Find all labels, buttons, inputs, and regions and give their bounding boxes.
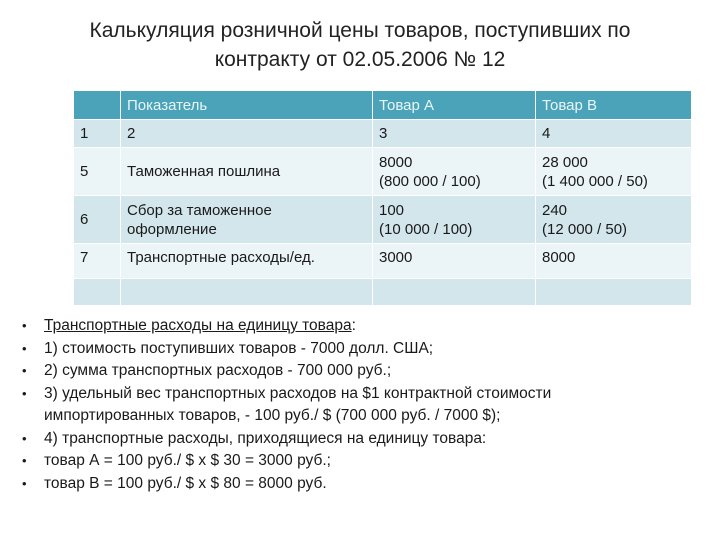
note-text: 4) транспортные расходы, приходящиеся на единицу товара: <box>44 429 487 447</box>
table-cell <box>373 196 536 244</box>
bullet-icon <box>22 428 44 451</box>
bullet-icon <box>22 338 44 361</box>
note-text: товар В = 100 руб./ $ х $ 80 = 8000 руб. <box>44 474 327 492</box>
title-line-1: Калькуляция розничной цены товаров, поступивших по <box>89 19 631 42</box>
cell-text: Таможенная пошлина <box>127 163 281 180</box>
table-cell <box>121 148 373 196</box>
table-cell <box>121 196 373 244</box>
table-cell: 6 <box>74 196 121 244</box>
note-text: товар А = 100 руб./ $ х $ 30 = 3000 руб.; <box>44 452 331 469</box>
price-calculation-table <box>73 90 692 306</box>
note-text: 3) удельный вес транспортных расходов на $1 контрактной стоимости <box>44 384 552 402</box>
list-item <box>22 315 702 338</box>
table-cell: Транспортные расходы/ед. <box>121 244 373 279</box>
list-item <box>22 338 702 361</box>
table-row-empty <box>74 279 692 306</box>
cell-text: 100 <box>379 201 405 219</box>
table-row <box>74 120 692 148</box>
bullet-icon <box>22 473 44 496</box>
table-cell <box>121 279 373 306</box>
table-cell: 4 <box>536 120 692 148</box>
table-cell: 5 <box>74 148 121 196</box>
list-item <box>22 383 702 428</box>
list-item <box>22 360 702 383</box>
table-cell <box>536 279 692 306</box>
cell-text: (10 000 / 100) <box>379 220 473 238</box>
note-text: 1) стоимость поступивших товаров - 7000 долл. США; <box>44 339 434 357</box>
bullet-icon <box>22 450 44 473</box>
table-cell <box>373 279 536 306</box>
header-product-b: Товар В <box>536 91 692 120</box>
header-indicator: Показатель <box>121 91 373 120</box>
bullet-icon <box>22 315 44 338</box>
notes-list <box>22 315 702 495</box>
table-row <box>74 244 692 279</box>
cell-text: Сбор за таможенное <box>127 201 272 219</box>
notes-heading-colon: : <box>351 317 356 334</box>
cell-text: (1 400 000 / 50) <box>542 172 648 190</box>
header-product-a: Товар А <box>373 91 536 120</box>
table-row <box>74 196 692 244</box>
note-text: импортированных товаров, - 100 руб./ $ (700 000 руб. / 7000 $); <box>44 407 501 424</box>
table-cell: 3 <box>373 120 536 148</box>
slide-title <box>20 16 700 74</box>
table-cell <box>536 196 692 244</box>
table-cell <box>373 148 536 196</box>
cell-text: (800 000 / 100) <box>379 172 481 190</box>
cell-text: оформление <box>127 220 217 238</box>
table-cell: 8000 <box>536 244 692 279</box>
notes-heading: Транспортные расходы на единицу товара <box>44 317 352 334</box>
title-line-2: контракту от 02.05.2006 № 12 <box>214 48 506 71</box>
table-cell: 3000 <box>373 244 536 279</box>
table-row <box>74 148 692 196</box>
table-cell: 7 <box>74 244 121 279</box>
cell-text: 28 000 <box>542 153 588 171</box>
list-item <box>22 473 702 496</box>
cell-text: 240 <box>542 201 568 219</box>
list-item <box>22 450 702 473</box>
note-text: 2) сумма транспортных расходов - 700 000 руб.; <box>44 362 392 379</box>
header-number <box>74 91 121 120</box>
table-cell: 2 <box>121 120 373 148</box>
bullet-icon <box>22 360 44 383</box>
table-cell: 1 <box>74 120 121 148</box>
table-cell <box>74 279 121 306</box>
list-item <box>22 428 702 451</box>
table-header-row <box>74 91 692 120</box>
table-cell <box>536 148 692 196</box>
bullet-icon <box>22 383 44 406</box>
cell-text: (12 000 / 50) <box>542 220 628 238</box>
cell-text: 8000 <box>379 153 413 171</box>
